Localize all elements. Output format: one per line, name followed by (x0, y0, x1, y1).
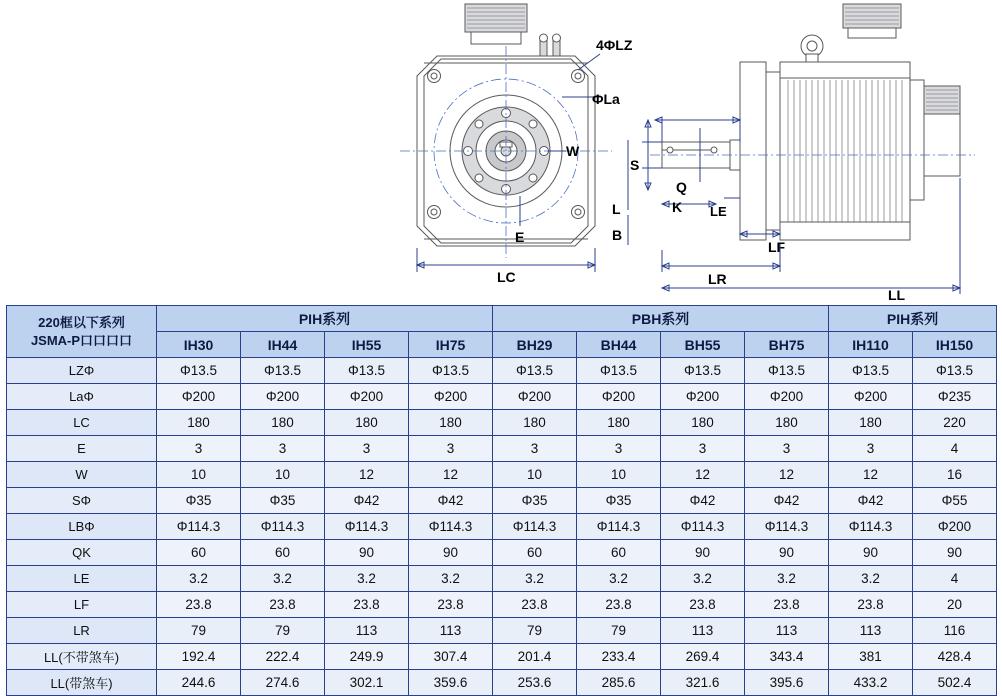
table-cell: 60 (157, 540, 241, 566)
table-cell: 79 (241, 618, 325, 644)
table-cell: 90 (913, 540, 997, 566)
row-label: LR (7, 618, 157, 644)
table-cell: Φ13.5 (157, 358, 241, 384)
table-cell: 3.2 (577, 566, 661, 592)
label-l: L (612, 201, 621, 217)
label-s: S (630, 157, 640, 173)
table-cell: Φ42 (829, 488, 913, 514)
table-cell: Φ114.3 (493, 514, 577, 540)
table-cell: 79 (157, 618, 241, 644)
table-cell: 321.6 (661, 670, 745, 696)
label-k: K (672, 199, 683, 215)
table-cell: 302.1 (325, 670, 409, 696)
table-cell: Φ200 (913, 514, 997, 540)
dimension-table (6, 305, 997, 696)
table-cell: Φ200 (325, 384, 409, 410)
table-row (7, 566, 997, 592)
side-view (612, 4, 975, 300)
table-cell: 20 (913, 592, 997, 618)
label-e: E (515, 229, 525, 245)
table-cell: 90 (325, 540, 409, 566)
table-cell: Φ114.3 (409, 514, 493, 540)
table-cell: 23.8 (157, 592, 241, 618)
table-row (7, 488, 997, 514)
table-cell: 3.2 (241, 566, 325, 592)
row-label: LBΦ (7, 514, 157, 540)
table-cell: 3 (661, 436, 745, 462)
column-header: BH44 (577, 332, 661, 358)
table-cell: Φ13.5 (913, 358, 997, 384)
table-cell: 180 (325, 410, 409, 436)
table-cell: 116 (913, 618, 997, 644)
column-header: IH110 (829, 332, 913, 358)
table-cell: Φ200 (409, 384, 493, 410)
table-cell: 113 (745, 618, 829, 644)
label-q: Q (676, 179, 687, 195)
table-corner-header (7, 306, 157, 358)
table-cell: 253.6 (493, 670, 577, 696)
table-cell: 3.2 (157, 566, 241, 592)
table-cell: 16 (913, 462, 997, 488)
table-cell: 428.4 (913, 644, 997, 670)
table-row (7, 514, 997, 540)
table-cell: 90 (745, 540, 829, 566)
table-cell: 3.2 (493, 566, 577, 592)
table-cell: Φ42 (325, 488, 409, 514)
table-cell: 23.8 (493, 592, 577, 618)
table-cell: 60 (493, 540, 577, 566)
table-cell: 222.4 (241, 644, 325, 670)
table-cell: Φ200 (493, 384, 577, 410)
table-cell: 23.8 (745, 592, 829, 618)
table-cell: Φ13.5 (409, 358, 493, 384)
table-row (7, 540, 997, 566)
table-cell: 3 (157, 436, 241, 462)
table-cell: 90 (829, 540, 913, 566)
table-cell: 113 (829, 618, 913, 644)
table-row (7, 358, 997, 384)
table-cell: 10 (577, 462, 661, 488)
table-row (7, 436, 997, 462)
corner-line-1: 220框以下系列 (38, 314, 125, 330)
column-header: IH30 (157, 332, 241, 358)
table-cell: Φ13.5 (241, 358, 325, 384)
row-label: W (7, 462, 157, 488)
table-row (7, 618, 997, 644)
label-w: W (566, 143, 580, 159)
table-cell: 23.8 (829, 592, 913, 618)
table-cell: 79 (577, 618, 661, 644)
table-cell: 12 (409, 462, 493, 488)
group-header: PIH系列 (829, 306, 997, 332)
table-group-row (7, 306, 997, 332)
table-cell: 113 (661, 618, 745, 644)
table-cell: Φ200 (829, 384, 913, 410)
table-cell: Φ35 (577, 488, 661, 514)
table-cell: 60 (577, 540, 661, 566)
table-cell: Φ200 (745, 384, 829, 410)
table-cell: Φ35 (157, 488, 241, 514)
label-lz: 4ΦLZ (596, 37, 633, 53)
table-cell: Φ114.3 (577, 514, 661, 540)
group-header: PIH系列 (157, 306, 493, 332)
table-cell: 502.4 (913, 670, 997, 696)
table-cell: 285.6 (577, 670, 661, 696)
table-cell: Φ114.3 (325, 514, 409, 540)
row-label: LL(带煞车) (7, 670, 157, 696)
table-cell: 113 (325, 618, 409, 644)
table-cell: 3 (577, 436, 661, 462)
table-cell: 4 (913, 436, 997, 462)
row-label: E (7, 436, 157, 462)
label-lf: LF (768, 239, 786, 255)
column-header: IH55 (325, 332, 409, 358)
table-cell: 395.6 (745, 670, 829, 696)
table-cell: 180 (661, 410, 745, 436)
table-row (7, 462, 997, 488)
table-cell: 274.6 (241, 670, 325, 696)
label-la: ΦLa (592, 91, 620, 107)
table-row (7, 670, 997, 696)
table-cell: Φ200 (577, 384, 661, 410)
table-cell: 12 (829, 462, 913, 488)
table-cell: Φ114.3 (157, 514, 241, 540)
table-cell: Φ13.5 (325, 358, 409, 384)
table-row (7, 410, 997, 436)
table-cell: Φ42 (661, 488, 745, 514)
table-cell: 79 (493, 618, 577, 644)
table-cell: Φ13.5 (829, 358, 913, 384)
table-cell: 343.4 (745, 644, 829, 670)
table-cell: 4 (913, 566, 997, 592)
table-cell: 3 (829, 436, 913, 462)
table-cell: 3.2 (325, 566, 409, 592)
table-cell: 180 (493, 410, 577, 436)
table-cell: Φ13.5 (661, 358, 745, 384)
table-cell: 3.2 (661, 566, 745, 592)
table-cell: 359.6 (409, 670, 493, 696)
label-lc: LC (497, 269, 516, 285)
row-label: SΦ (7, 488, 157, 514)
table-cell: 180 (157, 410, 241, 436)
table-cell: Φ114.3 (661, 514, 745, 540)
table-cell: Φ42 (745, 488, 829, 514)
table-cell: 3 (325, 436, 409, 462)
table-cell: 3.2 (745, 566, 829, 592)
table-cell: 10 (157, 462, 241, 488)
row-label: LC (7, 410, 157, 436)
table-cell: 3.2 (829, 566, 913, 592)
table-row (7, 384, 997, 410)
row-label: LF (7, 592, 157, 618)
table-cell: 201.4 (493, 644, 577, 670)
table-cell: 3 (241, 436, 325, 462)
table-cell: 307.4 (409, 644, 493, 670)
table-cell: 90 (409, 540, 493, 566)
column-header: BH75 (745, 332, 829, 358)
table-cell: 192.4 (157, 644, 241, 670)
row-label: LZΦ (7, 358, 157, 384)
table-cell: 12 (325, 462, 409, 488)
table-cell: 23.8 (661, 592, 745, 618)
table-body (7, 358, 997, 696)
table-cell: 23.8 (577, 592, 661, 618)
label-lr: LR (708, 271, 727, 287)
table-row (7, 644, 997, 670)
table-cell: Φ13.5 (745, 358, 829, 384)
table-cell: 10 (493, 462, 577, 488)
table-cell: Φ200 (661, 384, 745, 410)
technical-drawing (0, 0, 1002, 300)
table-row (7, 592, 997, 618)
column-header: IH150 (913, 332, 997, 358)
table-cell: 3 (745, 436, 829, 462)
table-cell: 180 (577, 410, 661, 436)
table-cell: 3 (493, 436, 577, 462)
group-header: PBH系列 (493, 306, 829, 332)
table-cell: Φ235 (913, 384, 997, 410)
column-header: IH44 (241, 332, 325, 358)
table-cell: 3 (409, 436, 493, 462)
table-cell: Φ114.3 (829, 514, 913, 540)
table-cell: 23.8 (325, 592, 409, 618)
label-ll: LL (888, 287, 906, 300)
table-cell: Φ35 (493, 488, 577, 514)
table-cell: 180 (409, 410, 493, 436)
dimension-table-wrap (6, 305, 996, 696)
table-cell: 433.2 (829, 670, 913, 696)
table-cell: 12 (745, 462, 829, 488)
table-cell: Φ35 (241, 488, 325, 514)
table-cell: 233.4 (577, 644, 661, 670)
label-le: LE (710, 204, 727, 219)
table-cell: Φ200 (157, 384, 241, 410)
table-cell: 381 (829, 644, 913, 670)
row-label: LL(不带煞车) (7, 644, 157, 670)
table-cell: 249.9 (325, 644, 409, 670)
table-cell: 3.2 (409, 566, 493, 592)
table-cell: Φ13.5 (493, 358, 577, 384)
table-cell: 269.4 (661, 644, 745, 670)
front-view (400, 4, 633, 285)
table-cell: Φ42 (409, 488, 493, 514)
row-label: QK (7, 540, 157, 566)
row-label: LE (7, 566, 157, 592)
column-header: BH29 (493, 332, 577, 358)
corner-line-2: JSMA-P口口口口 (30, 332, 133, 348)
table-cell: 113 (409, 618, 493, 644)
column-header: IH75 (409, 332, 493, 358)
table-cell: Φ55 (913, 488, 997, 514)
table-cell: 23.8 (409, 592, 493, 618)
table-cell: 60 (241, 540, 325, 566)
table-cell: 220 (913, 410, 997, 436)
table-cell: Φ114.3 (745, 514, 829, 540)
label-b: B (612, 227, 623, 243)
column-header: BH55 (661, 332, 745, 358)
row-label: LaΦ (7, 384, 157, 410)
table-cell: 10 (241, 462, 325, 488)
table-cell: 90 (661, 540, 745, 566)
table-cell: 180 (745, 410, 829, 436)
table-cell: Φ200 (241, 384, 325, 410)
table-cell: 12 (661, 462, 745, 488)
table-cell: Φ13.5 (577, 358, 661, 384)
table-cell: 23.8 (241, 592, 325, 618)
table-cell: 244.6 (157, 670, 241, 696)
table-cell: 180 (241, 410, 325, 436)
table-cell: Φ114.3 (241, 514, 325, 540)
table-cell: 180 (829, 410, 913, 436)
